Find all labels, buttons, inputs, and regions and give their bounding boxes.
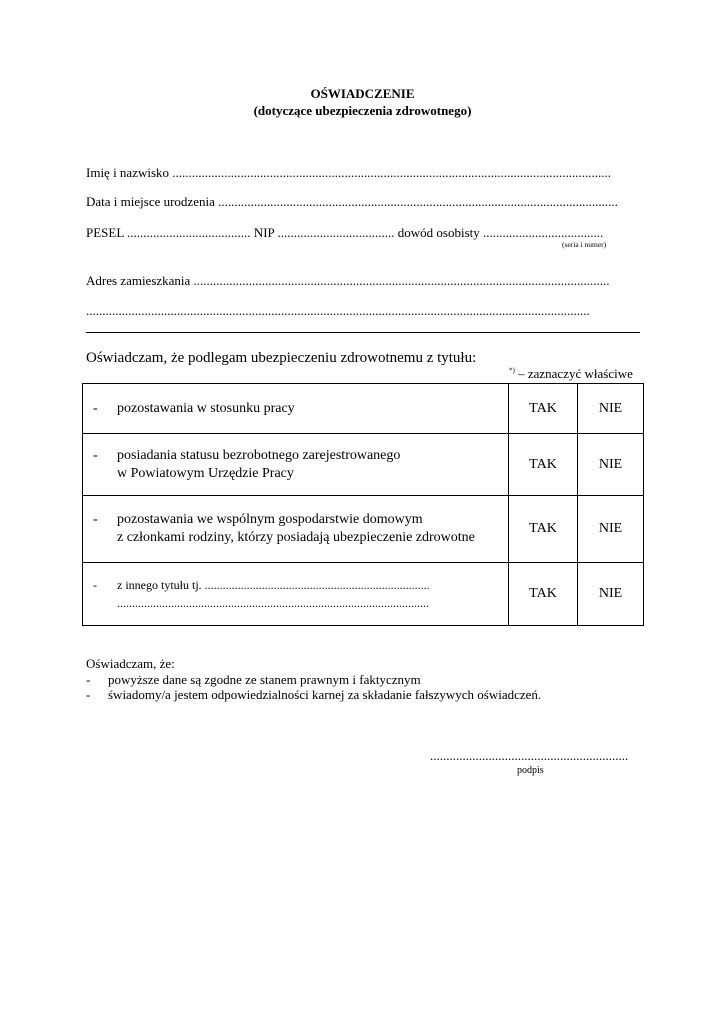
option-line: pozostawania we wspólnym gospodarstwie domowym [117,512,423,527]
statement-item [86,672,541,687]
signature-label: podpis [517,765,544,776]
option-no-cell[interactable]: NIE [578,434,644,496]
page-subtitle: (dotyczące ubezpieczenia zdrowotnego) [253,103,472,118]
option-row [83,563,644,626]
option-line[interactable]: ........................................................................................................ [117,596,429,610]
note-text: – zaznaczyć właściwe [518,366,633,381]
option-dash: - [93,447,98,463]
option-description [83,496,509,563]
note-mark: *) [509,366,515,375]
declaration-heading: Oświadczam, że podlegam ubezpieczeniu zdrowotnemu z tytułu: [86,350,477,366]
option-yes-cell[interactable]: TAK [509,384,578,434]
option-line: z członkami rodziny, którzy posiadają ubezpieczenie zdrowotne [117,530,475,545]
id-note: (seria i numer) [562,240,607,249]
option-yes-cell[interactable]: TAK [509,434,578,496]
option-no-cell[interactable]: NIE [578,496,644,563]
statement-dash: - [86,672,91,687]
option-row [83,384,644,434]
option-line: pozostawania w stosunku pracy [117,400,295,416]
option-description [83,434,509,496]
option-description [83,384,509,434]
statement-text: powyższe dane są zgodne ze stanem prawnym i faktycznym [108,672,421,687]
address-field-continued[interactable]: ........................................................................................................................................................... [86,303,590,318]
option-dash: - [93,400,98,416]
statement-item [86,687,541,702]
insurance-options-table [82,383,644,626]
option-no-cell[interactable]: NIE [578,563,644,626]
option-description [83,563,509,626]
option-line: w Powiatowym Urzędzie Pracy [117,465,294,481]
page-title: OŚWIADCZENIE [310,86,415,101]
option-dash: - [93,512,98,527]
option-row [83,496,644,563]
option-row [83,434,644,496]
address-field[interactable]: Adres zamieszkania ................................................................................................................................ [86,273,610,288]
statements-intro: Oświadczam, że: [86,656,175,671]
statement-dash: - [86,687,91,702]
option-line: posiadania statusu bezrobotnego zarejestrowanego [117,447,401,463]
name-field[interactable]: Imię i nazwisko ....................................................................................................................................... [86,165,612,180]
option-dash: - [93,578,97,592]
pesel-nip-id-field[interactable]: PESEL ...................................... NIP .................................... dowód osobisty ..................................... [86,225,604,240]
option-line[interactable]: z innego tytułu tj. ........................................................................... [117,578,430,592]
selection-note [509,366,633,382]
option-yes-cell[interactable]: TAK [509,496,578,563]
option-no-cell[interactable]: NIE [578,384,644,434]
option-yes-cell[interactable]: TAK [509,563,578,626]
statements-block [86,656,541,702]
signature-line[interactable]: ............................................................. [430,748,629,763]
divider [86,332,640,333]
statement-text: świadomy/a jestem odpowiedzialności karnej za składanie fałszywych oświadczeń. [108,687,542,702]
birth-field[interactable]: Data i miejsce urodzenia ........................................................................................................................... [86,194,618,209]
